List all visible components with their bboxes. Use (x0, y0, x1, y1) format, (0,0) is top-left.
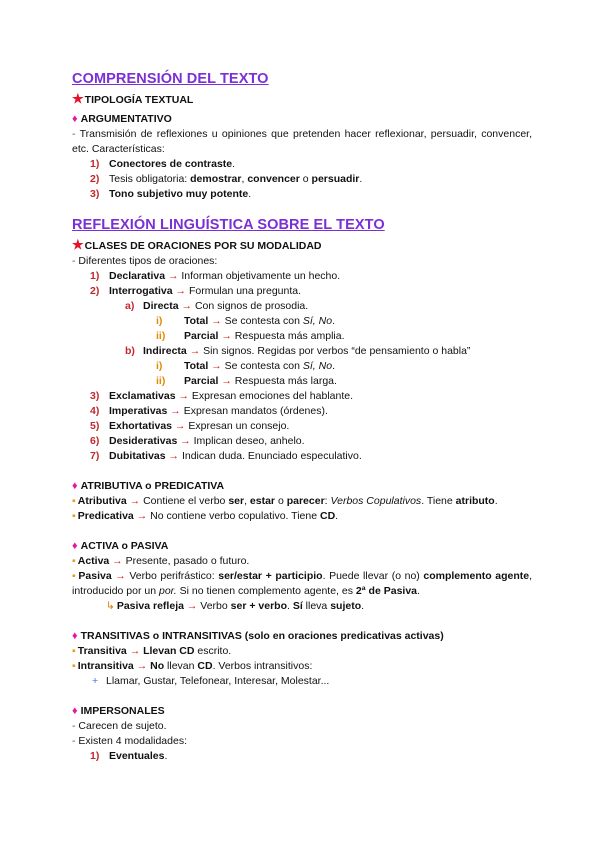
heading-activa-pasiva: ♦ ACTIVA o PASIVA (72, 540, 169, 552)
arrow-icon: → (189, 345, 201, 357)
arrow-icon: → (112, 555, 123, 567)
arrow-icon: → (221, 330, 232, 342)
arrow-icon: → (180, 435, 191, 447)
bullet-item: ▪ Activa → Presente, pasado o futuro. (72, 555, 250, 567)
list-item: ii) Parcial → Respuesta más larga. (156, 375, 337, 387)
intro-text: - Diferentes tipos de oraciones: (72, 255, 218, 267)
square-bullet-icon: ▪ (72, 645, 76, 657)
square-bullet-icon: ▪ (72, 555, 76, 567)
heading-atributiva: ♦ ATRIBUTIVA o PREDICATIVA (72, 480, 225, 492)
arrow-icon: → (211, 360, 222, 372)
arrow-icon: → (221, 375, 232, 387)
square-bullet-icon: ▪ (72, 660, 76, 672)
bullet-item: ↳ Pasiva refleja → Verbo ser + verbo. Sí lleva sujeto. (106, 600, 365, 612)
list-item: 7) Dubitativas → Indican duda. Enunciado especulativo. (90, 450, 362, 462)
diamond-icon: ♦ (72, 113, 78, 125)
list-item: 4) Imperativas → Expresan mandatos (órdenes). (90, 405, 328, 417)
heading-argumentativo: ♦ ARGUMENTATIVO (72, 113, 172, 125)
arrow-icon: → (129, 495, 141, 507)
arrow-icon: → (168, 450, 180, 462)
section-title-comprension: COMPRENSIÓN DEL TEXTO (72, 71, 269, 87)
heading-impersonales: ♦ IMPERSONALES (72, 705, 165, 717)
document-page (72, 70, 532, 764)
list-item: 3) Exclamativas → Expresan emociones del hablante. (90, 390, 354, 402)
list-item: 5) Exhortativas → Expresan un consejo. (90, 420, 290, 432)
bullet-item: ▪ Intransitiva → No llevan CD. Verbos intransitivos: (72, 660, 313, 672)
list-item: 2) Tesis obligatoria: demostrar, convencer o persuadir. (90, 173, 363, 185)
arrow-icon: → (186, 600, 198, 612)
list-item: 2) Interrogativa → Formulan una pregunta. (90, 285, 302, 297)
bullet-item: ▪ Transitiva → Llevan CD escrito. (72, 645, 232, 657)
square-bullet-icon: ▪ (72, 510, 76, 522)
diamond-icon: ♦ (72, 705, 78, 717)
arrow-icon: → (211, 315, 222, 327)
arrow-icon: → (178, 390, 189, 402)
bullet-item: ▪ Predicativa → No contiene verbo copulativo. Tiene CD. (72, 510, 339, 522)
bullet-item: ▪ Atributiva → Contiene el verbo ser, estar o parecer: Verbos Copulativos. Tiene atributo. (72, 495, 498, 507)
square-bullet-icon: ▪ (72, 570, 77, 582)
subtitle-clases-oraciones: ★CLASES DE ORACIONES POR SU MODALIDAD (72, 237, 322, 252)
plus-bullet-icon: + (92, 675, 99, 687)
bullet-item: - Existen 4 modalidades: (72, 735, 187, 747)
list-item: a) Directa → Con signos de prosodia. (125, 300, 309, 312)
arrow-icon: → (115, 570, 126, 582)
diamond-icon: ♦ (72, 630, 78, 642)
argumentativo-description: - Transmisión de reflexiones u opiniones que pretenden hacer reflexionar, persuadir, convencer, etc. Características: (72, 128, 533, 155)
bullet-item: - Carecen de sujeto. (72, 720, 167, 732)
bullet-item: + Llamar, Gustar, Telefonear, Interesar, Molestar... (72, 674, 532, 689)
section-title-reflexion: REFLEXIÓN LINGUÍSTICA SOBRE EL TEXTO (72, 217, 385, 233)
list-item: i) Total → Se contesta con Sí, No. (156, 315, 335, 327)
star-icon: ★ (72, 91, 84, 106)
star-icon: ★ (72, 237, 84, 252)
heading-transitivas: ♦ TRANSITIVAS o INTRANSITIVAS (solo en oraciones predicativas activas) (72, 630, 444, 642)
arrow-icon: → (181, 300, 193, 312)
list-item: ii) Parcial → Respuesta más amplia. (156, 330, 345, 342)
arrow-icon: → (167, 270, 179, 282)
arrow-icon: → (170, 405, 181, 417)
square-bullet-icon: ▪ (72, 495, 76, 507)
arrow-icon: → (129, 645, 141, 657)
arrow-icon: → (174, 420, 186, 432)
list-item: 3) Tono subjetivo muy potente. (90, 188, 252, 200)
arrow-icon: → (175, 285, 187, 297)
arrow-icon: → (136, 510, 148, 522)
subtitle-tipologia: ★TIPOLOGÍA TEXTUAL (72, 91, 194, 106)
list-item: 1) Eventuales. (90, 750, 168, 762)
list-item: b) Indirecta → Sin signos. Regidas por verbos “de pensamiento o habla” (125, 345, 471, 357)
return-arrow-icon: ↳ (106, 600, 115, 612)
diamond-icon: ♦ (72, 540, 78, 552)
list-item: i) Total → Se contesta con Sí, No. (156, 360, 335, 372)
arrow-icon: → (136, 660, 148, 672)
diamond-icon: ♦ (72, 480, 78, 492)
list-item: 1) Conectores de contraste. (90, 158, 236, 170)
list-item: 1) Declarativa → Informan objetivamente un hecho. (90, 270, 341, 282)
bullet-item: ▪ Pasiva → Verbo perifrástico: ser/estar + participio. Puede llevar (o no) complemento agente, introducido por un por. Si no tienen complemento agente, es 2ª de Pasiva. (72, 570, 532, 597)
list-item: 6) Desiderativas → Implican deseo, anhelo. (90, 435, 305, 447)
